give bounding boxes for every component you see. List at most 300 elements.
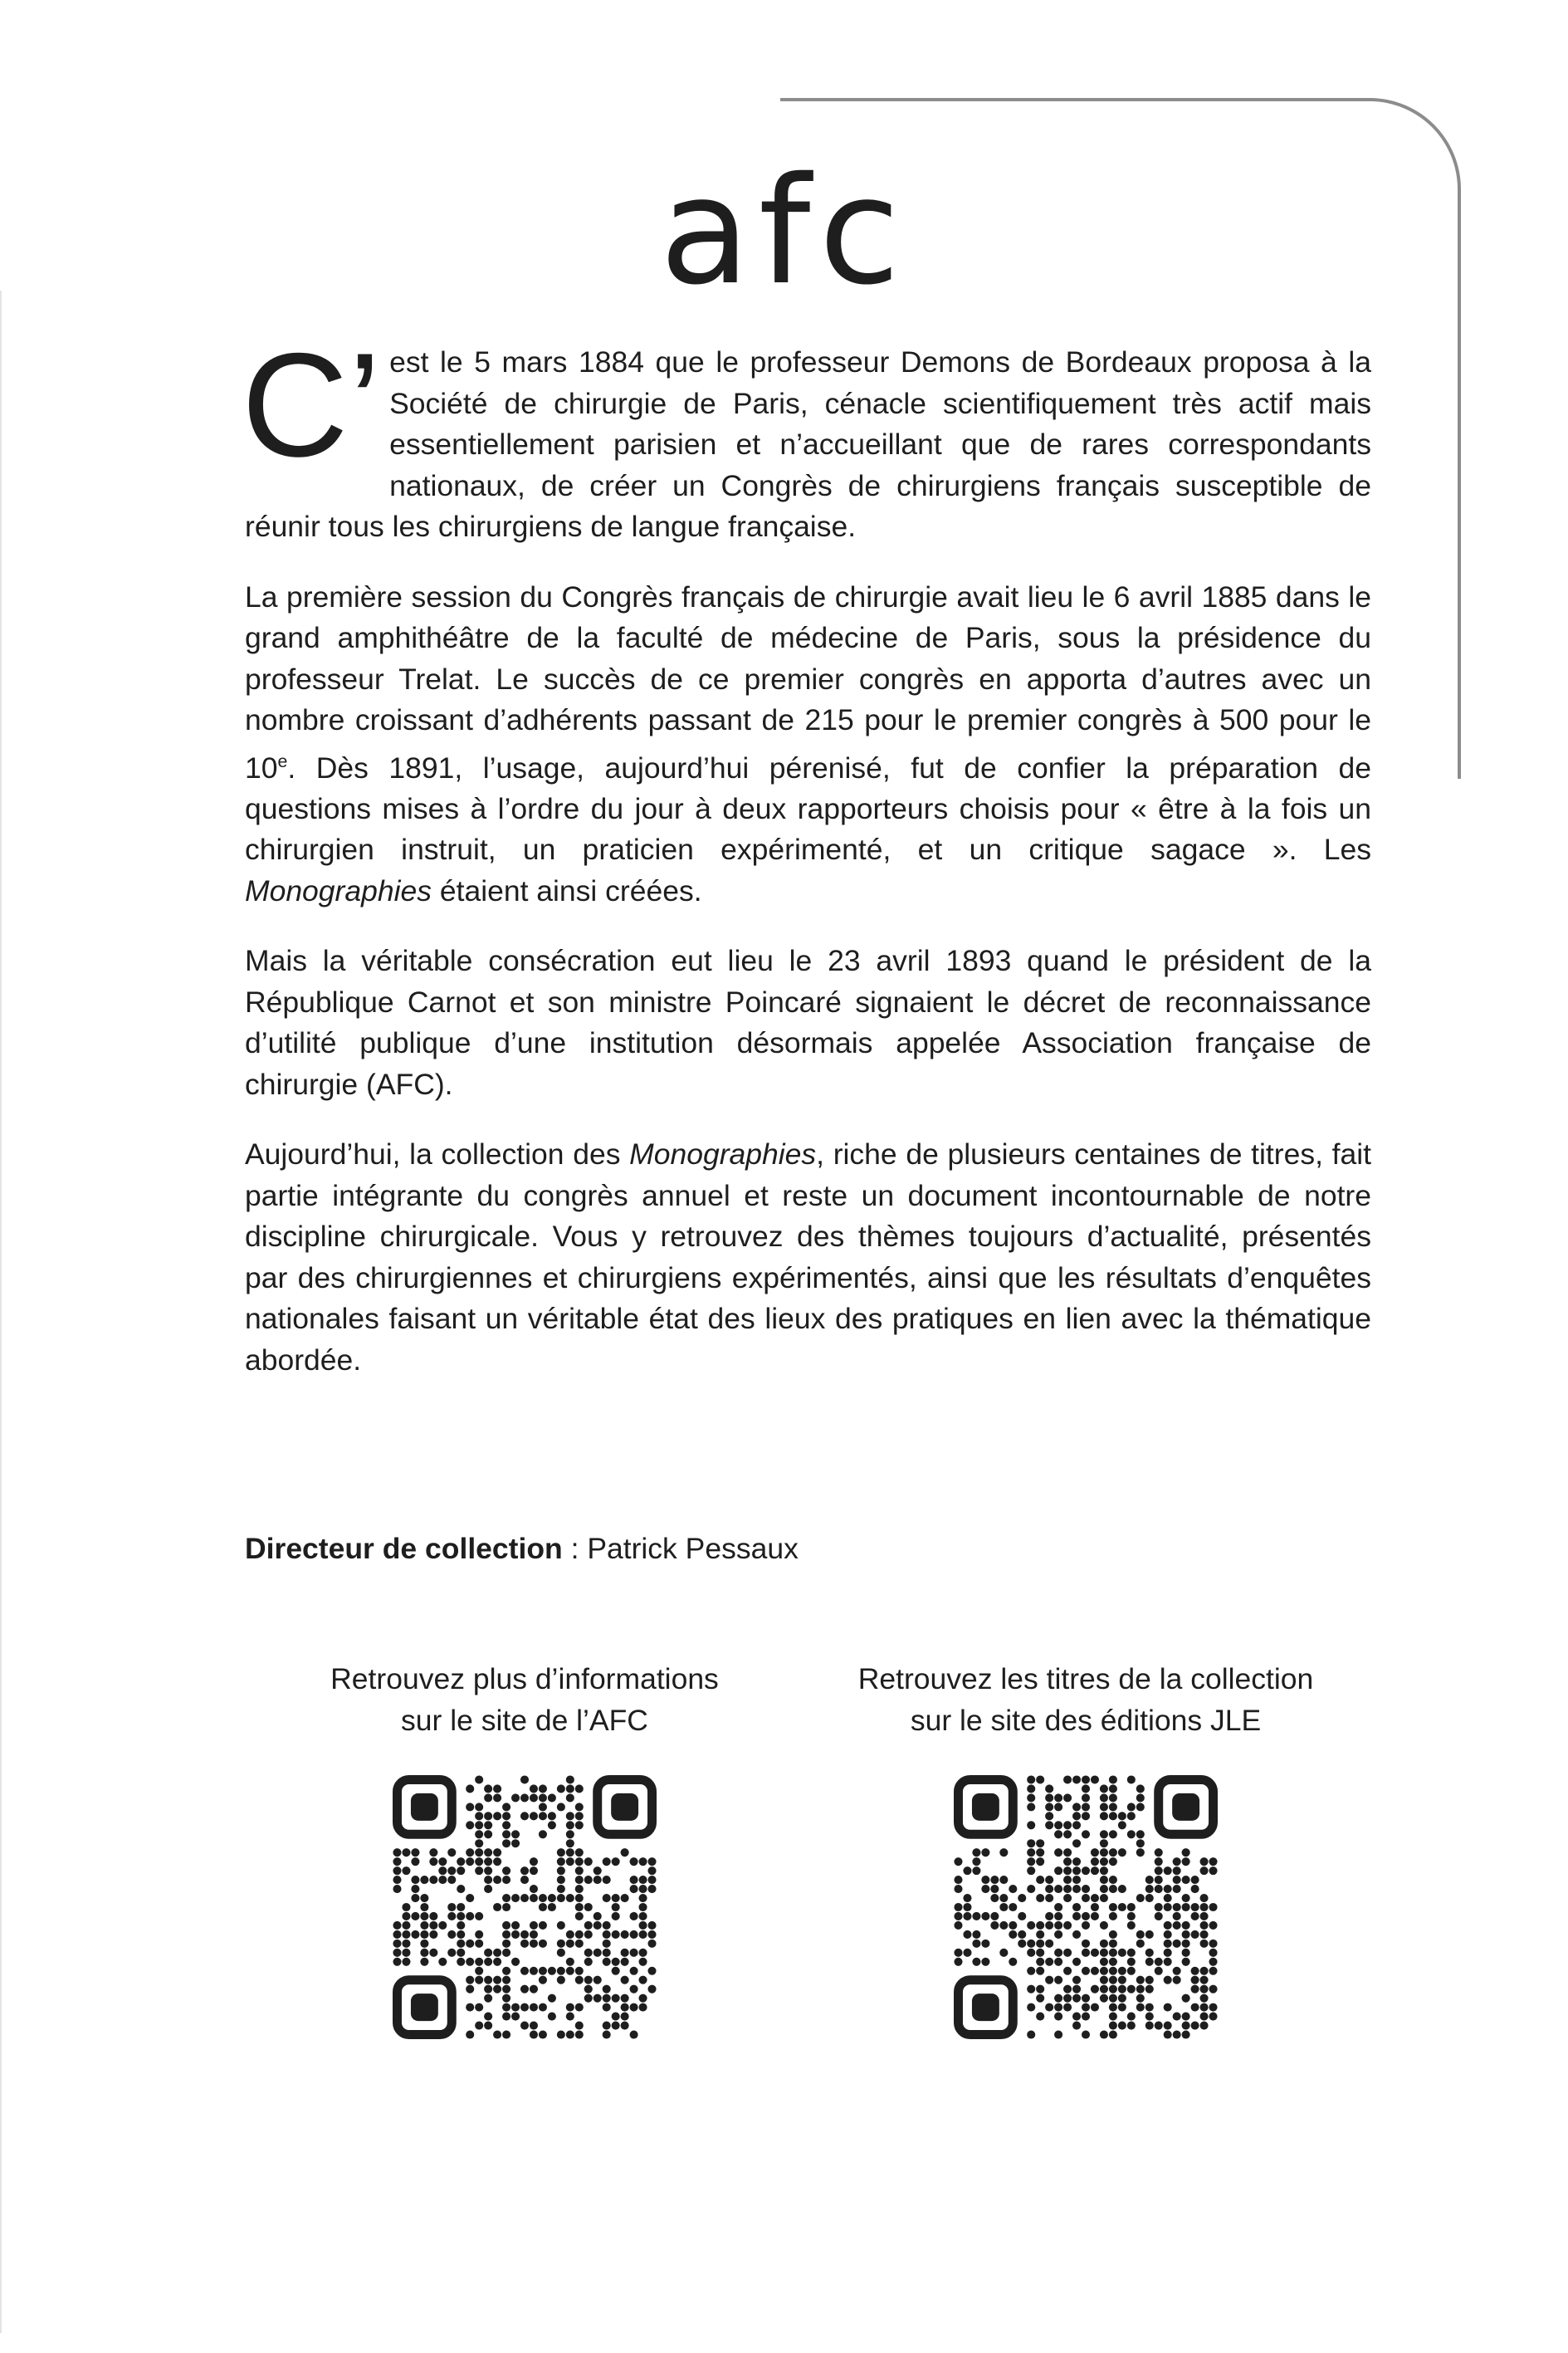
qr-module bbox=[621, 1848, 629, 1856]
qr-module bbox=[466, 2003, 474, 2012]
qr-module bbox=[1145, 1976, 1154, 1984]
qr-module bbox=[1155, 1848, 1163, 1856]
qr-module bbox=[502, 2003, 510, 2012]
qr-module bbox=[1018, 1912, 1026, 1920]
qr-module bbox=[539, 1793, 547, 1802]
qr-module bbox=[1100, 1894, 1108, 1902]
qr-module bbox=[1091, 1866, 1099, 1875]
qr-module bbox=[954, 1912, 962, 1920]
qr-module bbox=[1182, 1940, 1190, 1948]
qr-module bbox=[411, 1912, 419, 1920]
qr-module bbox=[1100, 1994, 1108, 2003]
qr-module bbox=[1155, 1912, 1163, 1920]
qr-module bbox=[639, 1958, 647, 1966]
qr-module bbox=[603, 2003, 611, 2012]
qr-module bbox=[1127, 1985, 1136, 1993]
qr-module bbox=[584, 1994, 593, 2003]
qr-module bbox=[972, 1912, 980, 1920]
qr-module bbox=[1127, 2022, 1136, 2030]
qr-module bbox=[393, 1857, 401, 1866]
qr-module bbox=[1118, 1848, 1126, 1856]
intro-text bbox=[242, 322, 1371, 1410]
qr-module bbox=[593, 1866, 602, 1875]
qr-module bbox=[566, 1857, 574, 1866]
qr-module bbox=[1018, 1894, 1026, 1902]
qr-module bbox=[429, 1912, 437, 1920]
qr-module bbox=[954, 1949, 962, 1957]
qr-module bbox=[1009, 1930, 1017, 1939]
qr-code-jle[interactable] bbox=[954, 1775, 1218, 2039]
qr-module bbox=[1082, 1812, 1090, 1820]
qr-module bbox=[484, 1830, 492, 1838]
paragraph-4-text-a: Aujourd’hui, la collection des bbox=[245, 1137, 630, 1172]
qr-module bbox=[493, 1812, 501, 1820]
qr-module bbox=[1072, 2013, 1081, 2021]
qr-module bbox=[557, 1848, 565, 1856]
monographies-italic: Monographies bbox=[629, 1137, 817, 1172]
qr-module bbox=[1072, 1812, 1081, 1820]
qr-module bbox=[1063, 1994, 1072, 2003]
qr-module bbox=[502, 1876, 510, 1884]
qr-module bbox=[612, 1857, 620, 1866]
qr-module bbox=[539, 1830, 547, 1838]
monographies-italic: Monographies bbox=[245, 873, 432, 907]
qr-module bbox=[1209, 1949, 1217, 1957]
qr-module bbox=[530, 2030, 538, 2038]
qr-module bbox=[963, 1930, 971, 1939]
qr-module bbox=[603, 1958, 611, 1966]
qr-module bbox=[963, 1912, 971, 1920]
qr-module bbox=[954, 1958, 962, 1966]
qr-module bbox=[511, 1830, 520, 1838]
qr-module bbox=[630, 1949, 638, 1957]
qr-module bbox=[639, 2003, 647, 2012]
qr-module bbox=[1109, 1903, 1117, 1911]
qr-module bbox=[612, 1894, 620, 1902]
qr-module bbox=[502, 1949, 510, 1957]
qr-module bbox=[1109, 1848, 1117, 1856]
qr-module bbox=[402, 1958, 410, 1966]
qr-module bbox=[1036, 1775, 1044, 1783]
qr-module bbox=[1191, 1985, 1199, 1993]
qr-module bbox=[1182, 2013, 1190, 2021]
qr-module bbox=[484, 1784, 492, 1793]
qr-module bbox=[990, 1912, 999, 1920]
qr-module bbox=[1027, 1784, 1035, 1793]
qr-module bbox=[530, 2022, 538, 2030]
qr-module bbox=[1054, 1976, 1062, 1984]
qr-finder-center bbox=[411, 1993, 438, 2021]
qr-module bbox=[1072, 1876, 1081, 1884]
qr-module bbox=[1100, 1949, 1108, 1957]
qr-module bbox=[475, 2022, 483, 2030]
qr-module bbox=[466, 1803, 474, 1811]
qr-module bbox=[447, 1876, 456, 1884]
qr-module bbox=[1182, 1876, 1190, 1884]
qr-module bbox=[393, 1940, 401, 1948]
qr-module bbox=[548, 1967, 556, 1975]
qr-module bbox=[475, 1812, 483, 1820]
qr-module bbox=[466, 1912, 474, 1920]
qr-module bbox=[1127, 1830, 1136, 1838]
qr-module bbox=[1054, 1958, 1062, 1966]
qr-module bbox=[1045, 1912, 1053, 1920]
qr-module bbox=[520, 1967, 529, 1975]
qr-module bbox=[1036, 1894, 1044, 1902]
qr-module bbox=[1100, 1976, 1108, 1984]
qr-module bbox=[1109, 1812, 1117, 1820]
qr-module bbox=[603, 1940, 611, 1948]
qr-module bbox=[1136, 1940, 1145, 1948]
qr-module bbox=[1027, 1866, 1035, 1875]
paragraph-4 bbox=[245, 1134, 1371, 1381]
qr-module bbox=[1082, 1775, 1090, 1783]
qr-code-afc[interactable] bbox=[393, 1775, 657, 2039]
qr-module bbox=[1054, 1949, 1062, 1957]
qr-module bbox=[1109, 1949, 1117, 1957]
qr-module bbox=[557, 1784, 565, 1793]
qr-module bbox=[475, 1967, 483, 1975]
qr-module bbox=[603, 2022, 611, 2030]
qr-module bbox=[1100, 1857, 1108, 1866]
qr-module bbox=[1100, 1940, 1108, 1948]
qr-module bbox=[1063, 1857, 1072, 1866]
qr-module bbox=[1209, 2013, 1217, 2021]
qr-module bbox=[1072, 1985, 1081, 1993]
qr-module bbox=[1191, 1967, 1199, 1975]
qr-module bbox=[502, 1839, 510, 1847]
qr-module bbox=[520, 1930, 529, 1939]
qr-module bbox=[1164, 1921, 1172, 1930]
qr-module bbox=[1200, 1985, 1209, 1993]
qr-module bbox=[1191, 2003, 1199, 2012]
qr-module bbox=[502, 1830, 510, 1838]
qr-module bbox=[612, 2022, 620, 2030]
qr-module bbox=[1200, 1866, 1209, 1875]
qr-module bbox=[1036, 1940, 1044, 1948]
qr-module bbox=[393, 1876, 401, 1884]
qr-module bbox=[1127, 2013, 1136, 2021]
qr-module bbox=[603, 1894, 611, 1902]
qr-module bbox=[530, 1885, 538, 1893]
qr-module bbox=[393, 1848, 401, 1856]
qr-module bbox=[1027, 1793, 1035, 1802]
qr-module bbox=[484, 1949, 492, 1957]
qr-module bbox=[447, 1912, 456, 1920]
qr-module bbox=[393, 1949, 401, 1957]
qr-module bbox=[1200, 1976, 1209, 1984]
qr-module bbox=[1072, 1821, 1081, 1829]
qr-module bbox=[1109, 1994, 1117, 2003]
qr-module bbox=[1063, 1985, 1072, 1993]
qr-module bbox=[1173, 1885, 1181, 1893]
qr-module bbox=[1072, 1803, 1081, 1811]
qr-module bbox=[1082, 1830, 1090, 1838]
qr-module bbox=[593, 1949, 602, 1957]
qr-module bbox=[530, 1940, 538, 1948]
qr-module bbox=[1091, 1894, 1099, 1902]
qr-module bbox=[1118, 2022, 1126, 2030]
qr-module bbox=[972, 1866, 980, 1875]
qr-module bbox=[630, 1912, 638, 1920]
qr-module bbox=[630, 1967, 638, 1975]
qr-module bbox=[1164, 1949, 1172, 1957]
qr-module bbox=[466, 1848, 474, 1856]
qr-module bbox=[1164, 2030, 1172, 2038]
qr-module bbox=[1082, 1885, 1090, 1893]
qr-module bbox=[493, 1903, 501, 1911]
qr-module bbox=[1118, 1949, 1126, 1957]
qr-module bbox=[402, 1903, 410, 1911]
qr-module bbox=[621, 2022, 629, 2030]
qr-module bbox=[593, 1976, 602, 1984]
qr-module bbox=[575, 2022, 584, 2030]
qr-module bbox=[566, 1821, 574, 1829]
qr-module bbox=[1155, 2022, 1163, 2030]
qr-module bbox=[1109, 1885, 1117, 1893]
qr-module bbox=[1200, 2022, 1209, 2030]
qr-module bbox=[1164, 1894, 1172, 1902]
qr-module bbox=[1200, 2003, 1209, 2012]
qr-module bbox=[502, 1903, 510, 1911]
qr-module bbox=[520, 1940, 529, 1948]
qr-module bbox=[1036, 1985, 1044, 1993]
qr-module bbox=[393, 1958, 401, 1966]
qr-module bbox=[612, 1958, 620, 1966]
qr-module bbox=[1100, 1985, 1108, 1993]
qr-module bbox=[1054, 1903, 1062, 1911]
qr-module bbox=[954, 1885, 962, 1893]
qr-module bbox=[1173, 1857, 1181, 1866]
qr-module bbox=[575, 1903, 584, 1911]
qr-module bbox=[475, 1912, 483, 1920]
qr-module bbox=[520, 1812, 529, 1820]
qr-module bbox=[420, 1912, 428, 1920]
qr-module bbox=[1182, 2030, 1190, 2038]
qr-module bbox=[603, 2030, 611, 2038]
qr-module bbox=[502, 1985, 510, 1993]
qr-module bbox=[1036, 1839, 1044, 1847]
qr-module bbox=[954, 1857, 962, 1866]
qr-module bbox=[566, 2003, 574, 2012]
qr-module bbox=[1173, 2013, 1181, 2021]
qr-module bbox=[1036, 1921, 1044, 1930]
qr-module bbox=[575, 1940, 584, 1948]
qr-module bbox=[393, 1921, 401, 1930]
qr-module bbox=[484, 2013, 492, 2021]
qr-module bbox=[539, 1976, 547, 1984]
qr-module bbox=[1109, 1775, 1117, 1783]
qr-module bbox=[1173, 1967, 1181, 1975]
qr-module bbox=[1200, 1967, 1209, 1975]
qr-module bbox=[1173, 1903, 1181, 1911]
qr-module bbox=[1063, 2003, 1072, 2012]
qr-module bbox=[647, 1857, 656, 1866]
qr-module bbox=[475, 1775, 483, 1783]
qr-module bbox=[1063, 1921, 1072, 1930]
qr-module bbox=[402, 1848, 410, 1856]
qr-module bbox=[1036, 1857, 1044, 1866]
qr-module bbox=[402, 1866, 410, 1875]
qr-module bbox=[1063, 1866, 1072, 1875]
qr-module bbox=[502, 1803, 510, 1811]
collection-director bbox=[245, 1528, 799, 1569]
qr-module bbox=[981, 1876, 989, 1884]
qr-module bbox=[1164, 1866, 1172, 1875]
qr-module bbox=[1155, 1876, 1163, 1884]
qr-module bbox=[1109, 2030, 1117, 2038]
qr-module bbox=[639, 1885, 647, 1893]
qr-module bbox=[475, 1821, 483, 1829]
qr-module bbox=[575, 1784, 584, 1793]
qr-module bbox=[1027, 1967, 1035, 1975]
qr-module bbox=[1118, 1903, 1126, 1911]
qr-module bbox=[539, 1894, 547, 1902]
qr-module bbox=[1063, 1876, 1072, 1884]
qr-module bbox=[1136, 1894, 1145, 1902]
qr-module bbox=[438, 1876, 447, 1884]
qr-module bbox=[1191, 2022, 1199, 2030]
qr-module bbox=[511, 1793, 520, 1802]
qr-module bbox=[1063, 1967, 1072, 1975]
qr-module bbox=[566, 1940, 574, 1948]
qr-module bbox=[575, 1848, 584, 1856]
qr-module bbox=[457, 1949, 465, 1957]
qr-module bbox=[575, 1976, 584, 1984]
qr-module bbox=[584, 1930, 593, 1939]
qr-module bbox=[1100, 1866, 1108, 1875]
qr-module bbox=[1136, 1994, 1145, 2003]
qr-module bbox=[639, 1894, 647, 1902]
qr-module bbox=[566, 1793, 574, 1802]
qr-module bbox=[1027, 1803, 1035, 1811]
paragraph-1-text: est le 5 mars 1884 que le professeur Demons de Bordeaux proposa à la Société de chirurgie de Paris, cénacle scientifiquement très actif mais essentiellement parisien et n’accueillant que de rares correspondants nationaux, de créer un Congrès de chirurgiens français susceptible de réunir tous les chirurgiens de langue française. bbox=[245, 345, 1371, 543]
qr-module bbox=[484, 1848, 492, 1856]
qr-module bbox=[557, 1976, 565, 1984]
qr-module bbox=[963, 1866, 971, 1875]
qr-module bbox=[621, 2013, 629, 2021]
qr-module bbox=[475, 1839, 483, 1847]
qr-module bbox=[447, 1949, 456, 1957]
qr-module bbox=[630, 1985, 638, 1993]
qr-module bbox=[647, 1967, 656, 1975]
paragraph-2 bbox=[245, 577, 1371, 912]
qr-module bbox=[1109, 1985, 1117, 1993]
qr-module bbox=[466, 1976, 474, 1984]
qr-module bbox=[1100, 1876, 1108, 1884]
qr-module bbox=[1045, 1885, 1053, 1893]
qr-module bbox=[1145, 1930, 1154, 1939]
qr-module bbox=[575, 2003, 584, 2012]
qr-module bbox=[1045, 1940, 1053, 1948]
qr-module bbox=[1072, 1976, 1081, 1984]
qr-module bbox=[1191, 1885, 1199, 1893]
qr-module bbox=[1164, 2022, 1172, 2030]
qr-module bbox=[1027, 2030, 1035, 2038]
qr-module bbox=[548, 1812, 556, 1820]
qr-module bbox=[1054, 1994, 1062, 2003]
qr-module bbox=[557, 1866, 565, 1875]
qr-module bbox=[484, 1985, 492, 1993]
qr-module bbox=[1109, 1830, 1117, 1838]
qr-module bbox=[575, 1967, 584, 1975]
qr-module bbox=[566, 1839, 574, 1847]
qr-module bbox=[393, 1930, 401, 1939]
qr-module bbox=[603, 1985, 611, 1993]
qr-module bbox=[438, 1921, 447, 1930]
qr-module bbox=[963, 1894, 971, 1902]
paragraph-2-text-b: . Dès 1891, l’usage, aujourd’hui pérenisé, fut de confier la préparation de questions mises à l’ordre du jour à deux rapporteurs choisis pour « être à la fois un chirurgien instruit, un praticien expérimenté, et un critique sagace ». Les bbox=[245, 751, 1371, 867]
qr-module bbox=[1045, 1821, 1053, 1829]
qr-module bbox=[1200, 1930, 1209, 1939]
qr-module bbox=[1109, 1876, 1117, 1884]
qr-module bbox=[647, 1930, 656, 1939]
qr-module bbox=[447, 1903, 456, 1911]
qr-module bbox=[484, 2022, 492, 2030]
qr-module bbox=[1109, 1940, 1117, 1948]
qr-module bbox=[502, 1940, 510, 1948]
qr-module bbox=[1054, 1885, 1062, 1893]
qr-module bbox=[1109, 2013, 1117, 2021]
qr-module bbox=[647, 1866, 656, 1875]
qr-module bbox=[457, 1857, 465, 1866]
qr-module bbox=[1082, 1967, 1090, 1975]
qr-module bbox=[1100, 1967, 1108, 1975]
qr-module bbox=[1109, 1967, 1117, 1975]
qr-module bbox=[1082, 2013, 1090, 2021]
qr-module bbox=[438, 1857, 447, 1866]
qr-module bbox=[1164, 1930, 1172, 1939]
qr-module bbox=[1209, 1857, 1217, 1866]
qr-module bbox=[621, 1958, 629, 1966]
qr-module bbox=[1173, 2030, 1181, 2038]
qr-module bbox=[1027, 2003, 1035, 2012]
qr-module bbox=[1182, 1848, 1190, 1856]
qr-module bbox=[1145, 1894, 1154, 1902]
qr-module bbox=[1072, 1930, 1081, 1939]
qr-module bbox=[1091, 1857, 1099, 1866]
qr-module bbox=[438, 1958, 447, 1966]
qr-module bbox=[647, 1876, 656, 1884]
qr-module bbox=[447, 1930, 456, 1939]
qr-module bbox=[502, 1921, 510, 1930]
qr-module bbox=[457, 1866, 465, 1875]
qr-module bbox=[475, 1857, 483, 1866]
qr-module bbox=[612, 1930, 620, 1939]
qr-module bbox=[475, 1958, 483, 1966]
qr-module bbox=[493, 1784, 501, 1793]
qr-jle-caption-line-1: Retrouvez les titres de la collection bbox=[857, 1662, 1314, 1695]
qr-module bbox=[520, 1876, 529, 1884]
qr-module bbox=[493, 1848, 501, 1856]
qr-module bbox=[612, 2013, 620, 2021]
qr-afc-caption-line-2: sur le site de l’AFC bbox=[401, 1704, 648, 1737]
qr-module bbox=[1127, 1912, 1136, 1920]
qr-module bbox=[420, 1903, 428, 1911]
qr-module bbox=[557, 1857, 565, 1866]
qr-module bbox=[1027, 1949, 1035, 1957]
qr-module bbox=[466, 1958, 474, 1966]
qr-module bbox=[593, 1912, 602, 1920]
qr-module bbox=[1191, 1976, 1199, 1984]
qr-module bbox=[484, 1793, 492, 1802]
qr-module bbox=[972, 1848, 980, 1856]
qr-module bbox=[621, 1976, 629, 1984]
paragraph-4-text-b: , riche de plusieurs centaines de titres, fait partie intégrante du congrès annuel et reste un document incontournable de notre discipline chirurgicale. Vous y retrouvez des thèmes toujours d’actualité, présentés par des chirurgiennes et chirurgiens expérimentés, ainsi que les résultats d’enquêtes nationales faisant un véritable état des lieux des pratiques en lien avec la thématique abordée. bbox=[245, 1137, 1371, 1377]
qr-module bbox=[1118, 1976, 1126, 1984]
qr-module bbox=[484, 1994, 492, 2003]
qr-module bbox=[647, 1985, 656, 1993]
